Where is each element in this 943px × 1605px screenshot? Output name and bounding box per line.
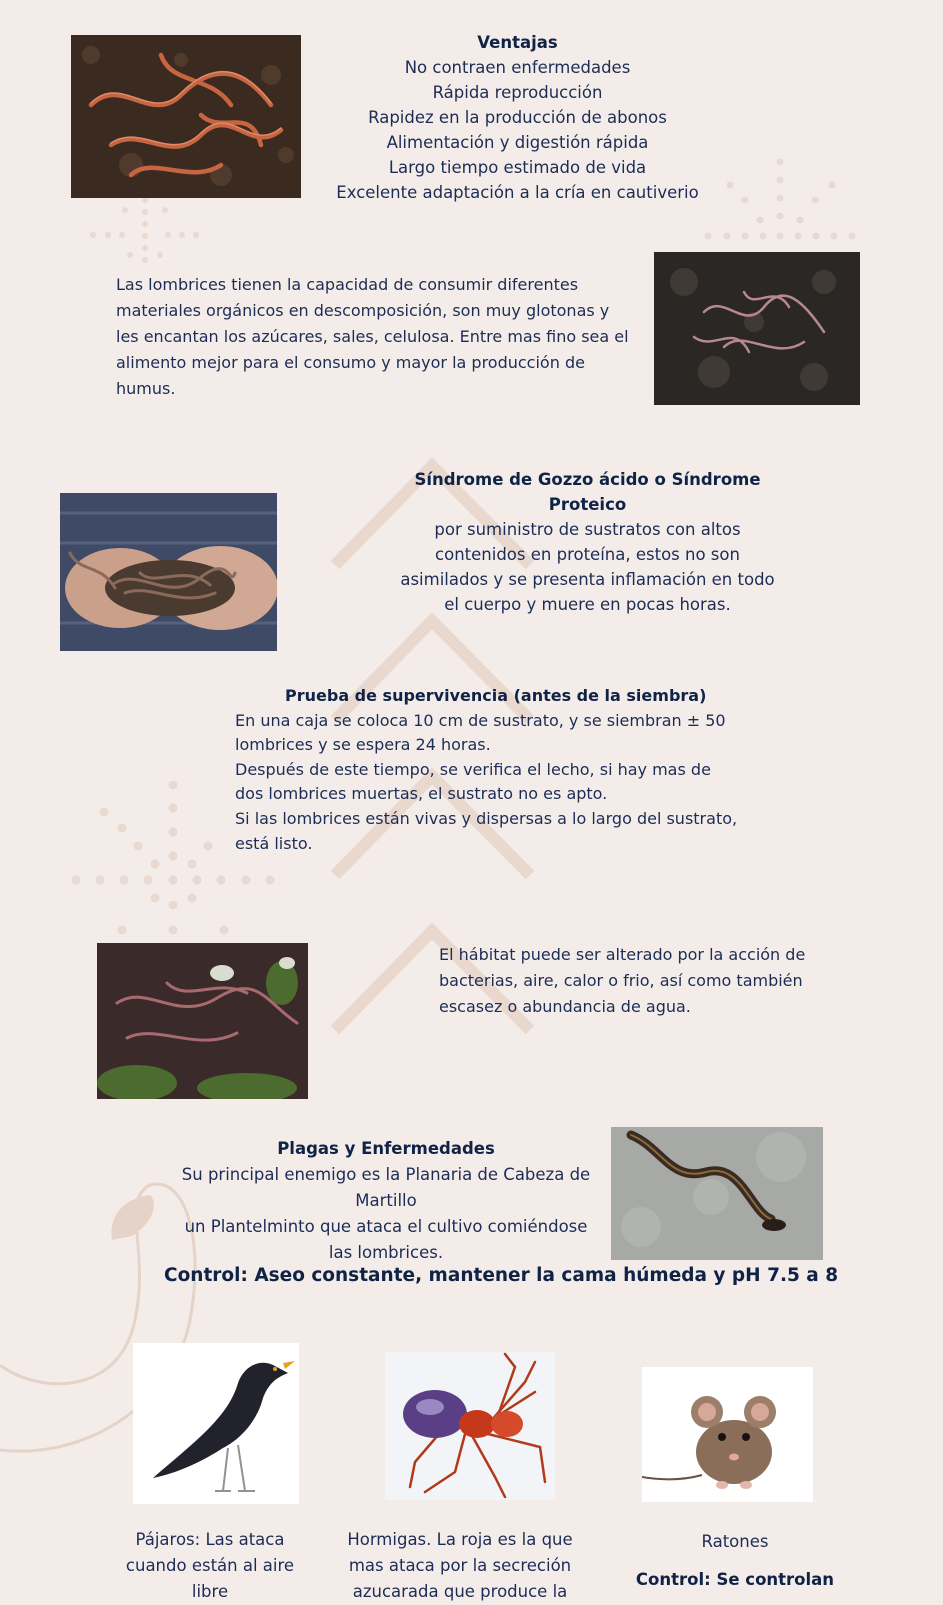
- ventajas-item: Excelente adaptación a la cría en cautiverio: [336, 183, 699, 202]
- sindrome-line: asimilados y se presenta inflamación en todo: [400, 570, 775, 589]
- worms-compost-photo: [654, 252, 860, 405]
- prueba-title: Prueba de supervivencia (antes de la siembra): [285, 686, 707, 705]
- habitat-line: El hábitat puede ser alterado por la acción de: [439, 945, 806, 964]
- ventajas-item: Largo tiempo estimado de vida: [388, 158, 647, 177]
- sindrome-title: Síndrome de Gozzo ácido o Síndrome: [414, 470, 761, 489]
- sindrome-section: [400, 467, 775, 617]
- alimentacion-line: Las lombrices tienen la capacidad de consumir diferentes: [116, 275, 579, 294]
- worms-in-soil-photo: [71, 35, 301, 198]
- ventajas-item: No contraen enfermedades: [404, 58, 631, 77]
- ratones-label: Ratones: [701, 1532, 769, 1551]
- plagas-section: [180, 1136, 592, 1266]
- prueba-line: está listo.: [235, 833, 313, 853]
- bird-photo: [133, 1343, 299, 1504]
- alimentacion-paragraph: [116, 272, 636, 402]
- ratones-control: Control: Se controlan: [635, 1570, 835, 1589]
- pajaros-line: libre: [191, 1582, 229, 1601]
- plagas-line: las lombrices.: [328, 1243, 444, 1262]
- sindrome-line: contenidos en proteína, estos no son: [435, 545, 740, 564]
- ventajas-item: Rápida reproducción: [432, 83, 603, 102]
- pajaros-line: cuando están al aire: [125, 1556, 295, 1575]
- sindrome-line: por suministro de sustratos con altos: [434, 520, 741, 539]
- alimentacion-line: alimento mejor para el consumo y mayor la producción de: [116, 353, 585, 372]
- alimentacion-line: humus.: [116, 379, 176, 398]
- plagas-line: Martillo: [355, 1191, 417, 1210]
- mouse-photo: [642, 1367, 813, 1502]
- ventajas-section: [330, 30, 705, 205]
- hormigas-caption: [330, 1527, 590, 1605]
- alimentacion-line: materiales orgánicos en descomposición, son muy glotonas y: [116, 301, 610, 320]
- pajaros-caption: [110, 1527, 310, 1605]
- plagas-line: Su principal enemigo es la Planaria de Cabeza de: [181, 1165, 591, 1184]
- prueba-line: lombrices y se espera 24 horas.: [235, 735, 491, 755]
- hormigas-line: Hormigas. La roja es la que: [347, 1530, 573, 1549]
- prueba-line: En una caja se coloca 10 cm de sustrato, y se siembran ± 50: [235, 710, 726, 730]
- habitat-line: escasez o abundancia de agua.: [439, 997, 691, 1016]
- prueba-line: Si las lombrices están vivas y dispersas a lo largo del sustrato,: [235, 808, 738, 828]
- worms-organic-matter-photo: [97, 943, 308, 1099]
- sindrome-line: el cuerpo y muere en pocas horas.: [444, 595, 731, 614]
- hormigas-line: azucarada que produce la: [352, 1582, 568, 1601]
- pajaros-line: Pájaros: Las ataca: [135, 1530, 285, 1549]
- plagas-title: Plagas y Enfermedades: [277, 1139, 495, 1158]
- sindrome-title: Proteico: [548, 495, 627, 514]
- habitat-line: bacterias, aire, calor o frio, así como también: [439, 971, 803, 990]
- hormigas-line: mas ataca por la secreción: [348, 1556, 572, 1575]
- ventajas-title: Ventajas: [477, 33, 558, 52]
- prueba-line: Después de este tiempo, se verifica el lecho, si hay mas de: [235, 759, 711, 779]
- ventajas-item: Alimentación y digestión rápida: [386, 133, 649, 152]
- prueba-line: dos lombrices muertas, el sustrato no es apto.: [235, 784, 608, 804]
- ant-photo: [385, 1352, 555, 1500]
- prueba-section: [235, 684, 755, 856]
- hands-holding-worms-photo: [60, 493, 277, 651]
- habitat-paragraph: [439, 942, 859, 1020]
- ratones-caption: [625, 1529, 845, 1593]
- alimentacion-line: les encantan los azúcares, sales, celulosa. Entre mas fino sea el: [116, 327, 629, 346]
- planaria-photo: [611, 1127, 823, 1260]
- plagas-control-text: Control: Aseo constante, mantener la cama húmeda y pH 7.5 a 8: [164, 1265, 839, 1286]
- ventajas-item: Rapidez en la producción de abonos: [368, 108, 667, 127]
- plagas-line: un Plantelminto que ataca el cultivo comiéndose: [184, 1217, 588, 1236]
